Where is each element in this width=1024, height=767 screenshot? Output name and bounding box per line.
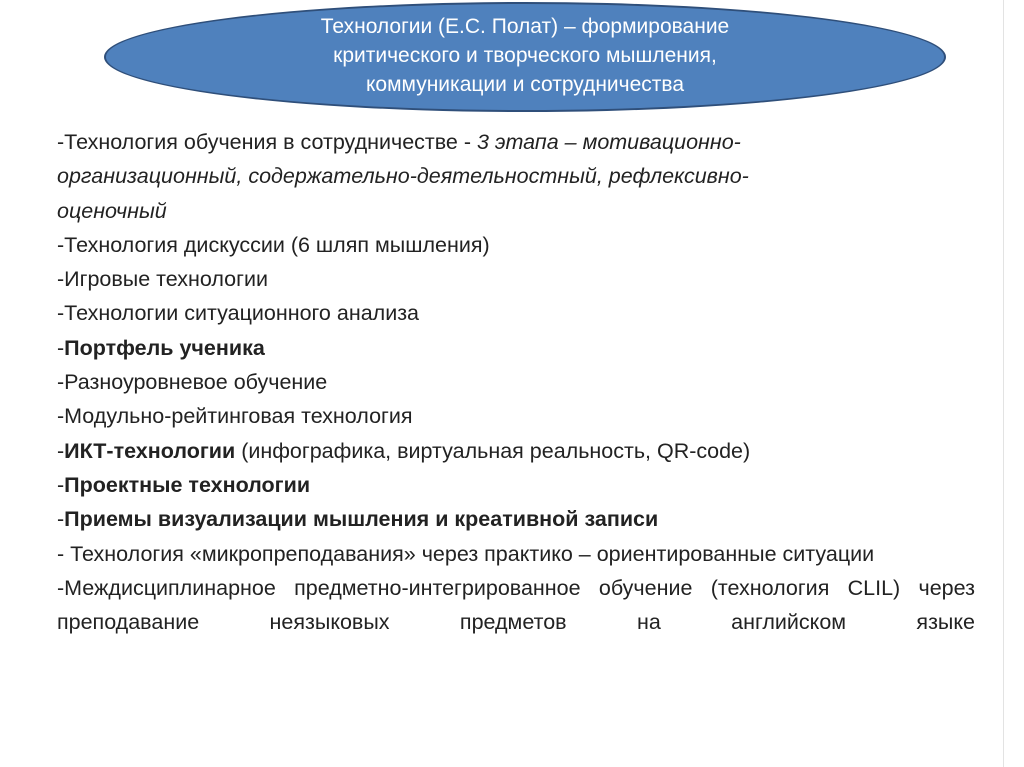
title-ellipse — [104, 2, 946, 112]
visualization-label: Приемы визуализации мышления и креативной записи — [64, 507, 659, 532]
list-item-modular: -Модульно-рейтинговая технология — [57, 404, 413, 429]
list-item-situational: -Технологии ситуационного анализа — [57, 301, 420, 326]
visualization-dash: - — [57, 507, 65, 532]
project-dash: - — [57, 472, 65, 497]
ict-details: (инфографика, виртуальная реальность, QR-code) — [235, 438, 751, 463]
slide-edge-divider — [1003, 0, 1004, 767]
cooperation-label: -Технология обучения в сотрудничестве - — [57, 130, 477, 154]
list-item-microteaching: - Технология «микропреподавания» через практико – ориентированные ситуации — [57, 541, 875, 566]
project-label: Проектные технологии — [64, 472, 311, 497]
cooperation-stages-1: 3 этапа – мотивационно- — [477, 130, 741, 154]
list-item-project — [57, 468, 975, 502]
cooperation-stages-3: оценочный — [57, 198, 167, 223]
list-item-visualization — [57, 502, 975, 536]
title-line-2: критического и творческого мышления, — [333, 43, 717, 67]
list-item-multilevel: -Разноуровневое обучение — [57, 370, 328, 395]
list-item-discussion: -Технология дискуссии (6 шляп мышления) — [57, 232, 490, 257]
list-item-games: -Игровые технологии — [57, 267, 268, 292]
ict-dash: - — [57, 438, 65, 463]
list-item-interdisciplinary: -Междисциплинарное предметно-интегрированное обучение (технология CLIL) через преподавание неязыковых предметов на английском языке — [57, 575, 975, 635]
slide-title — [245, 12, 805, 99]
portfolio-label: Портфель ученика — [64, 335, 265, 360]
title-line-1: Технологии (Е.С. Полат) – формирование — [320, 14, 730, 38]
list-item-portfolio — [57, 331, 975, 365]
title-line-3: коммуникации и сотрудничества — [366, 72, 684, 96]
portfolio-dash: - — [57, 335, 65, 360]
ict-label: ИКТ-технологии — [64, 438, 236, 463]
technology-list — [57, 125, 975, 639]
list-item-cooperation — [57, 125, 975, 159]
cooperation-stages-2: организационный, содержательно-деятельностный, рефлексивно- — [57, 164, 749, 189]
list-item-ict — [57, 434, 975, 468]
